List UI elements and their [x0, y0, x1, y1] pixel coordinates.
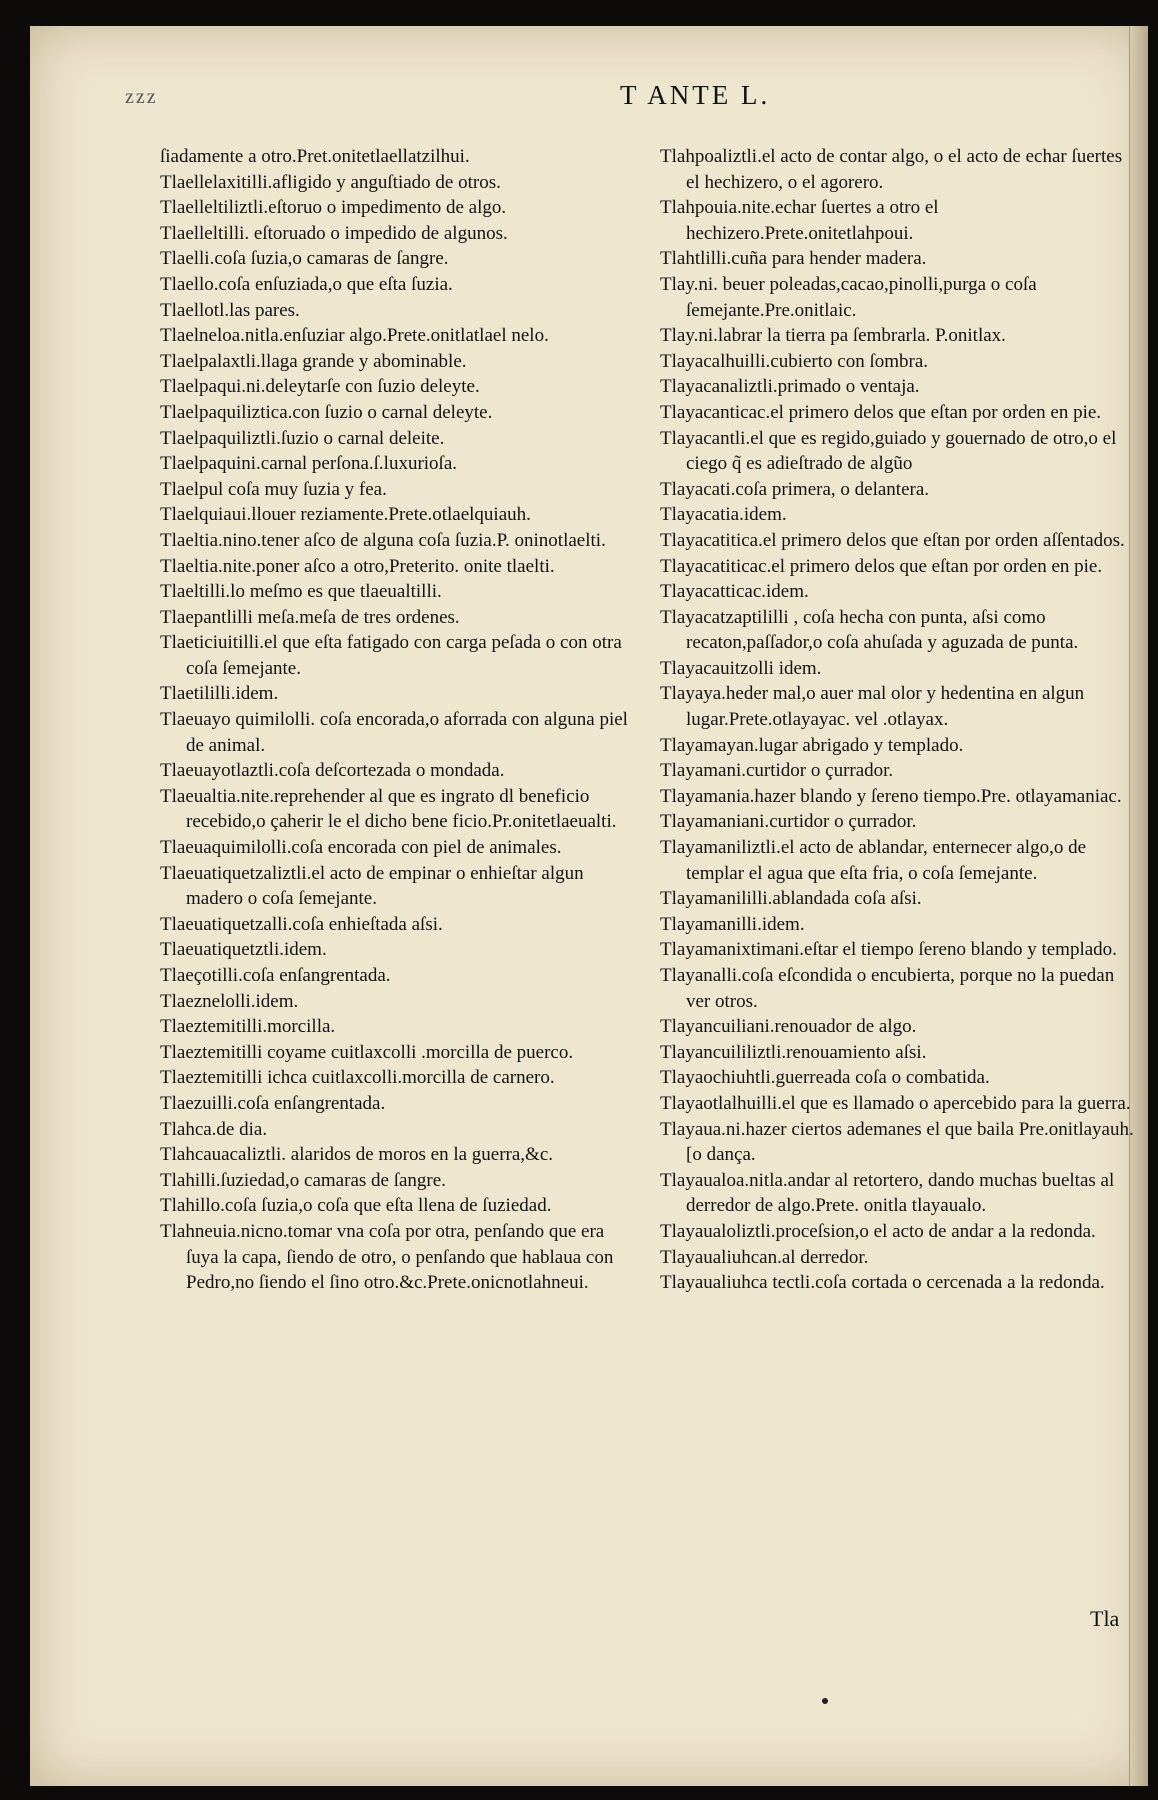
dictionary-entry: Tlaeuaquimilolli.coſa encorada con piel de animales. [160, 837, 562, 859]
dictionary-entry: Tlayacatitica.el primero delos que eſtan por orden aſſentados. [660, 529, 1125, 551]
dictionary-entry: Tlayaotlalhuilli.el que es llamado o apercebido para la guerra. [660, 1092, 1131, 1114]
dictionary-entry: Tlaeltia.nino.tener aſco de alguna coſa ſuzia.P. oninotlaelti. [160, 529, 606, 551]
dictionary-entry: Tlaelpalaxtli.llaga grande y abominable. [160, 350, 467, 372]
dictionary-entry: Tlayamaniani.curtidor o çurrador. [660, 811, 917, 833]
dictionary-entry: Tlahillo.coſa ſuzia,o coſa que eſta llena de ſuziedad. [160, 1195, 552, 1217]
dictionary-entry: Tlaellotl.las pares. [160, 299, 300, 321]
dictionary-entry: Tlay.ni. beuer poleadas,cacao,pinolli,purga o coſa ſemejante.Pre.onitlaic. [660, 273, 1037, 321]
dictionary-entry: Tlaeztemitilli ichca cuitlaxcolli.morcilla de carnero. [160, 1067, 555, 1089]
dictionary-entry: Tlayaualiuhca tectli.coſa cortada o cercenada a la redonda. [660, 1272, 1105, 1294]
dictionary-entry: Tlaeltia.nite.poner aſco a otro,Preterito. onite tlaelti. [160, 555, 555, 577]
dictionary-entry: Tlaelpaquiliztica.con ſuzio o carnal deleyte. [160, 401, 493, 423]
manuscript-page [30, 26, 1148, 1786]
dictionary-entry: Tlaezuilli.coſa enſangrentada. [160, 1092, 386, 1114]
dictionary-entry: Tlaeuatiquetzaliztli.el acto de empinar o enhieſtar algun madero o coſa ſemejante. [160, 862, 584, 910]
dictionary-entry: Tlaeztemitilli coyame cuitlaxcolli .morcilla de puerco. [160, 1041, 574, 1063]
dictionary-entry: Tlaelli.coſa ſuzia,o camaras de ſangre. [160, 248, 449, 270]
dictionary-entry: Tlayancuiliani.renouador de algo. [660, 1016, 917, 1038]
dictionary-entry: Tlayacatticac.idem. [660, 581, 809, 603]
dictionary-entry: Tlayacantli.el que es regido,guiado y gouernado de otro,o el ciego q̃ es adieſtrado de algũo [660, 427, 1117, 475]
dictionary-entry: ſiadamente a otro.Pret.onitetlaellatzilhui. [160, 146, 470, 167]
dictionary-entry: Tlayacatiticac.el primero delos que eſtan por orden en pie. [660, 555, 1103, 577]
dictionary-entry: Tlaepantlilli meſa.meſa de tres ordenes. [160, 606, 460, 628]
dictionary-entry: Tlaeltilli.lo meſmo es que tlaeualtilli. [160, 581, 442, 603]
dictionary-entry: Tlaellelaxitilli.afligido y anguſtiado de otros. [160, 171, 501, 193]
dictionary-entry: Tlaelleltilli. eſtoruado o impedido de algunos. [160, 222, 508, 244]
dictionary-entry: Tlahilli.ſuziedad,o camaras de ſangre. [160, 1169, 446, 1191]
dictionary-entry: Tlayamanililli.ablandada coſa aſsi. [660, 888, 922, 910]
dictionary-entry: Tlayamaniliztli.el acto de ablandar, enternecer algo,o de templar el agua que eſta fria, o coſa ſemejante. [660, 837, 1086, 884]
left-column [160, 144, 635, 1296]
dictionary-entry: Tlaeticiuitilli.el que eſta fatigado con carga peſada o con otra coſa ſemejante. [160, 632, 622, 679]
dictionary-entry: Tlahpouia.nite.echar ſuertes a otro el hechizero.Prete.onitetlahpoui. [660, 197, 939, 244]
dictionary-entry: Tlaeztemitilli.morcilla. [160, 1016, 336, 1038]
dictionary-entry: Tlaeualtia.nite.reprehender al que es ingrato dl beneficio recebido,o çaherir le el dicho bene ficio.Pr.onitetlaeualti. [160, 785, 617, 833]
catchword: Tla [1090, 1606, 1120, 1631]
dictionary-entry: Tlaeuatiquetzalli.coſa enhieſtada aſsi. [160, 913, 443, 935]
dictionary-entry: Tlahpoaliztli.el acto de contar algo, o el acto de echar ſuertes el hechizero, o el agorero. [660, 146, 1123, 193]
dictionary-entry: Tlaelquiaui.llouer reziamente.Prete.otlaelquiauh. [160, 504, 531, 526]
dictionary-entry: Tlayaua.ni.hazer ciertos ademanes el que baila Pre.onitlayauh. [o dança. [660, 1118, 1134, 1166]
dictionary-entry: Tlaeuayotlaztli.coſa deſcortezada o mondada. [160, 760, 505, 782]
dictionary-entry: Tlay.ni.labrar la tierra pa ſembrarla. P.onitlax. [660, 325, 1006, 347]
dictionary-entry: Tlaelleltiliztli.eſtoruo o impedimento de algo. [160, 197, 507, 219]
dictionary-entry: Tlahtlilli.cuña para hender madera. [660, 248, 927, 270]
dictionary-entry: Tlaelpaquini.carnal perſona.ſ.luxurioſa. [160, 453, 458, 475]
dictionary-entry: Tlayaualiuhcan.al derredor. [660, 1246, 869, 1268]
dictionary-entry: Tlayamanilli.idem. [660, 913, 805, 935]
dictionary-entry: Tlaeznelolli.idem. [160, 990, 299, 1012]
dictionary-entry: Tlayacati.coſa primera, o delantera. [660, 478, 930, 500]
dictionary-entry: Tlayamani.curtidor o çurrador. [660, 760, 894, 782]
dictionary-entry: Tlayanalli.coſa eſcondida o encubierta, porque no la puedan ver otros. [660, 965, 1115, 1012]
dictionary-entry: Tlayamayan.lugar abrigado y templado. [660, 734, 964, 756]
dictionary-entry: Tlahcauacaliztli. alaridos de moros en la guerra,&c. [160, 1144, 554, 1166]
dictionary-entry: Tlayaualoliztli.proceſsion,o el acto de andar a la redonda. [660, 1220, 1096, 1242]
running-header: T ANTE L. [620, 80, 771, 110]
dictionary-entry: Tlayacatzaptililli , coſa hecha con punta, aſsi como recaton,paſſador,o coſa ahuſada y aguzada de punta. [660, 606, 1079, 654]
dictionary-entry: Tlaelpul coſa muy ſuzia y fea. [160, 478, 387, 500]
dictionary-entry: Tlayamania.hazer blando y ſereno tiempo.Pre. otlayamaniac. [660, 785, 1122, 807]
dictionary-entry: Tlayacanticac.el primero delos que eſtan por orden en pie. [660, 401, 1102, 423]
dictionary-entry: Tlaelpaqui.ni.deleytarſe con ſuzio deleyte. [160, 376, 480, 398]
dictionary-entry: Tlaeçotilli.coſa enſangrentada. [160, 965, 391, 986]
dictionary-entry: Tlayaochiuhtli.guerreada coſa o combatida. [660, 1067, 990, 1089]
dictionary-entry: Tlayacauitzolli idem. [660, 657, 822, 679]
dictionary-entry: Tlayacalhuilli.cubierto con ſombra. [660, 350, 929, 372]
dictionary-entry: Tlahneuia.nicno.tomar vna coſa por otra, penſando que era ſuya la capa, ſiendo de otro, o penſando que hablaua con Pedro,no ſiendo el ſino otro.&c.Prete.onicnotlahneui. [160, 1220, 614, 1294]
dictionary-entry: Tlayacanaliztli.primado o ventaja. [660, 376, 920, 398]
dictionary-entry: Tlaeuayo quimilolli. coſa encorada,o aforrada con alguna piel de animal. [160, 709, 628, 756]
dictionary-entry: Tlahca.de dia. [160, 1118, 268, 1140]
dictionary-entry: Tlaeuatiquetztli.idem. [160, 939, 327, 961]
dictionary-entry: Tlayaya.heder mal,o auer mal olor y hedentina en algun lugar.Prete.otlayayac. vel .otlayax. [660, 683, 1085, 731]
dictionary-entry: Tlayamanixtimani.eſtar el tiempo ſereno blando y templado. [660, 939, 1117, 961]
dictionary-entry: Tlayacatia.idem. [660, 504, 787, 526]
folio-number: zzz [125, 86, 158, 108]
dictionary-entry: Tlaelneloa.nitla.enſuziar algo.Prete.onitlatlael nelo. [160, 325, 549, 347]
dictionary-entry: Tlayaualoa.nitla.andar al retortero, dando muchas bueltas al derredor de algo.Prete. onitla tlayaualo. [660, 1169, 1115, 1217]
dictionary-entry: Tlaetililli.idem. [160, 683, 279, 705]
dictionary-entry: Tlayancuililiztli.renouamiento aſsi. [660, 1041, 927, 1063]
dictionary-entry: Tlaello.coſa enſuziada,o que eſta ſuzia. [160, 273, 453, 295]
dictionary-entry: Tlaelpaquiliztli.ſuzio o carnal deleite. [160, 427, 445, 449]
right-column [660, 144, 1135, 1296]
ink-dot [822, 1698, 828, 1704]
